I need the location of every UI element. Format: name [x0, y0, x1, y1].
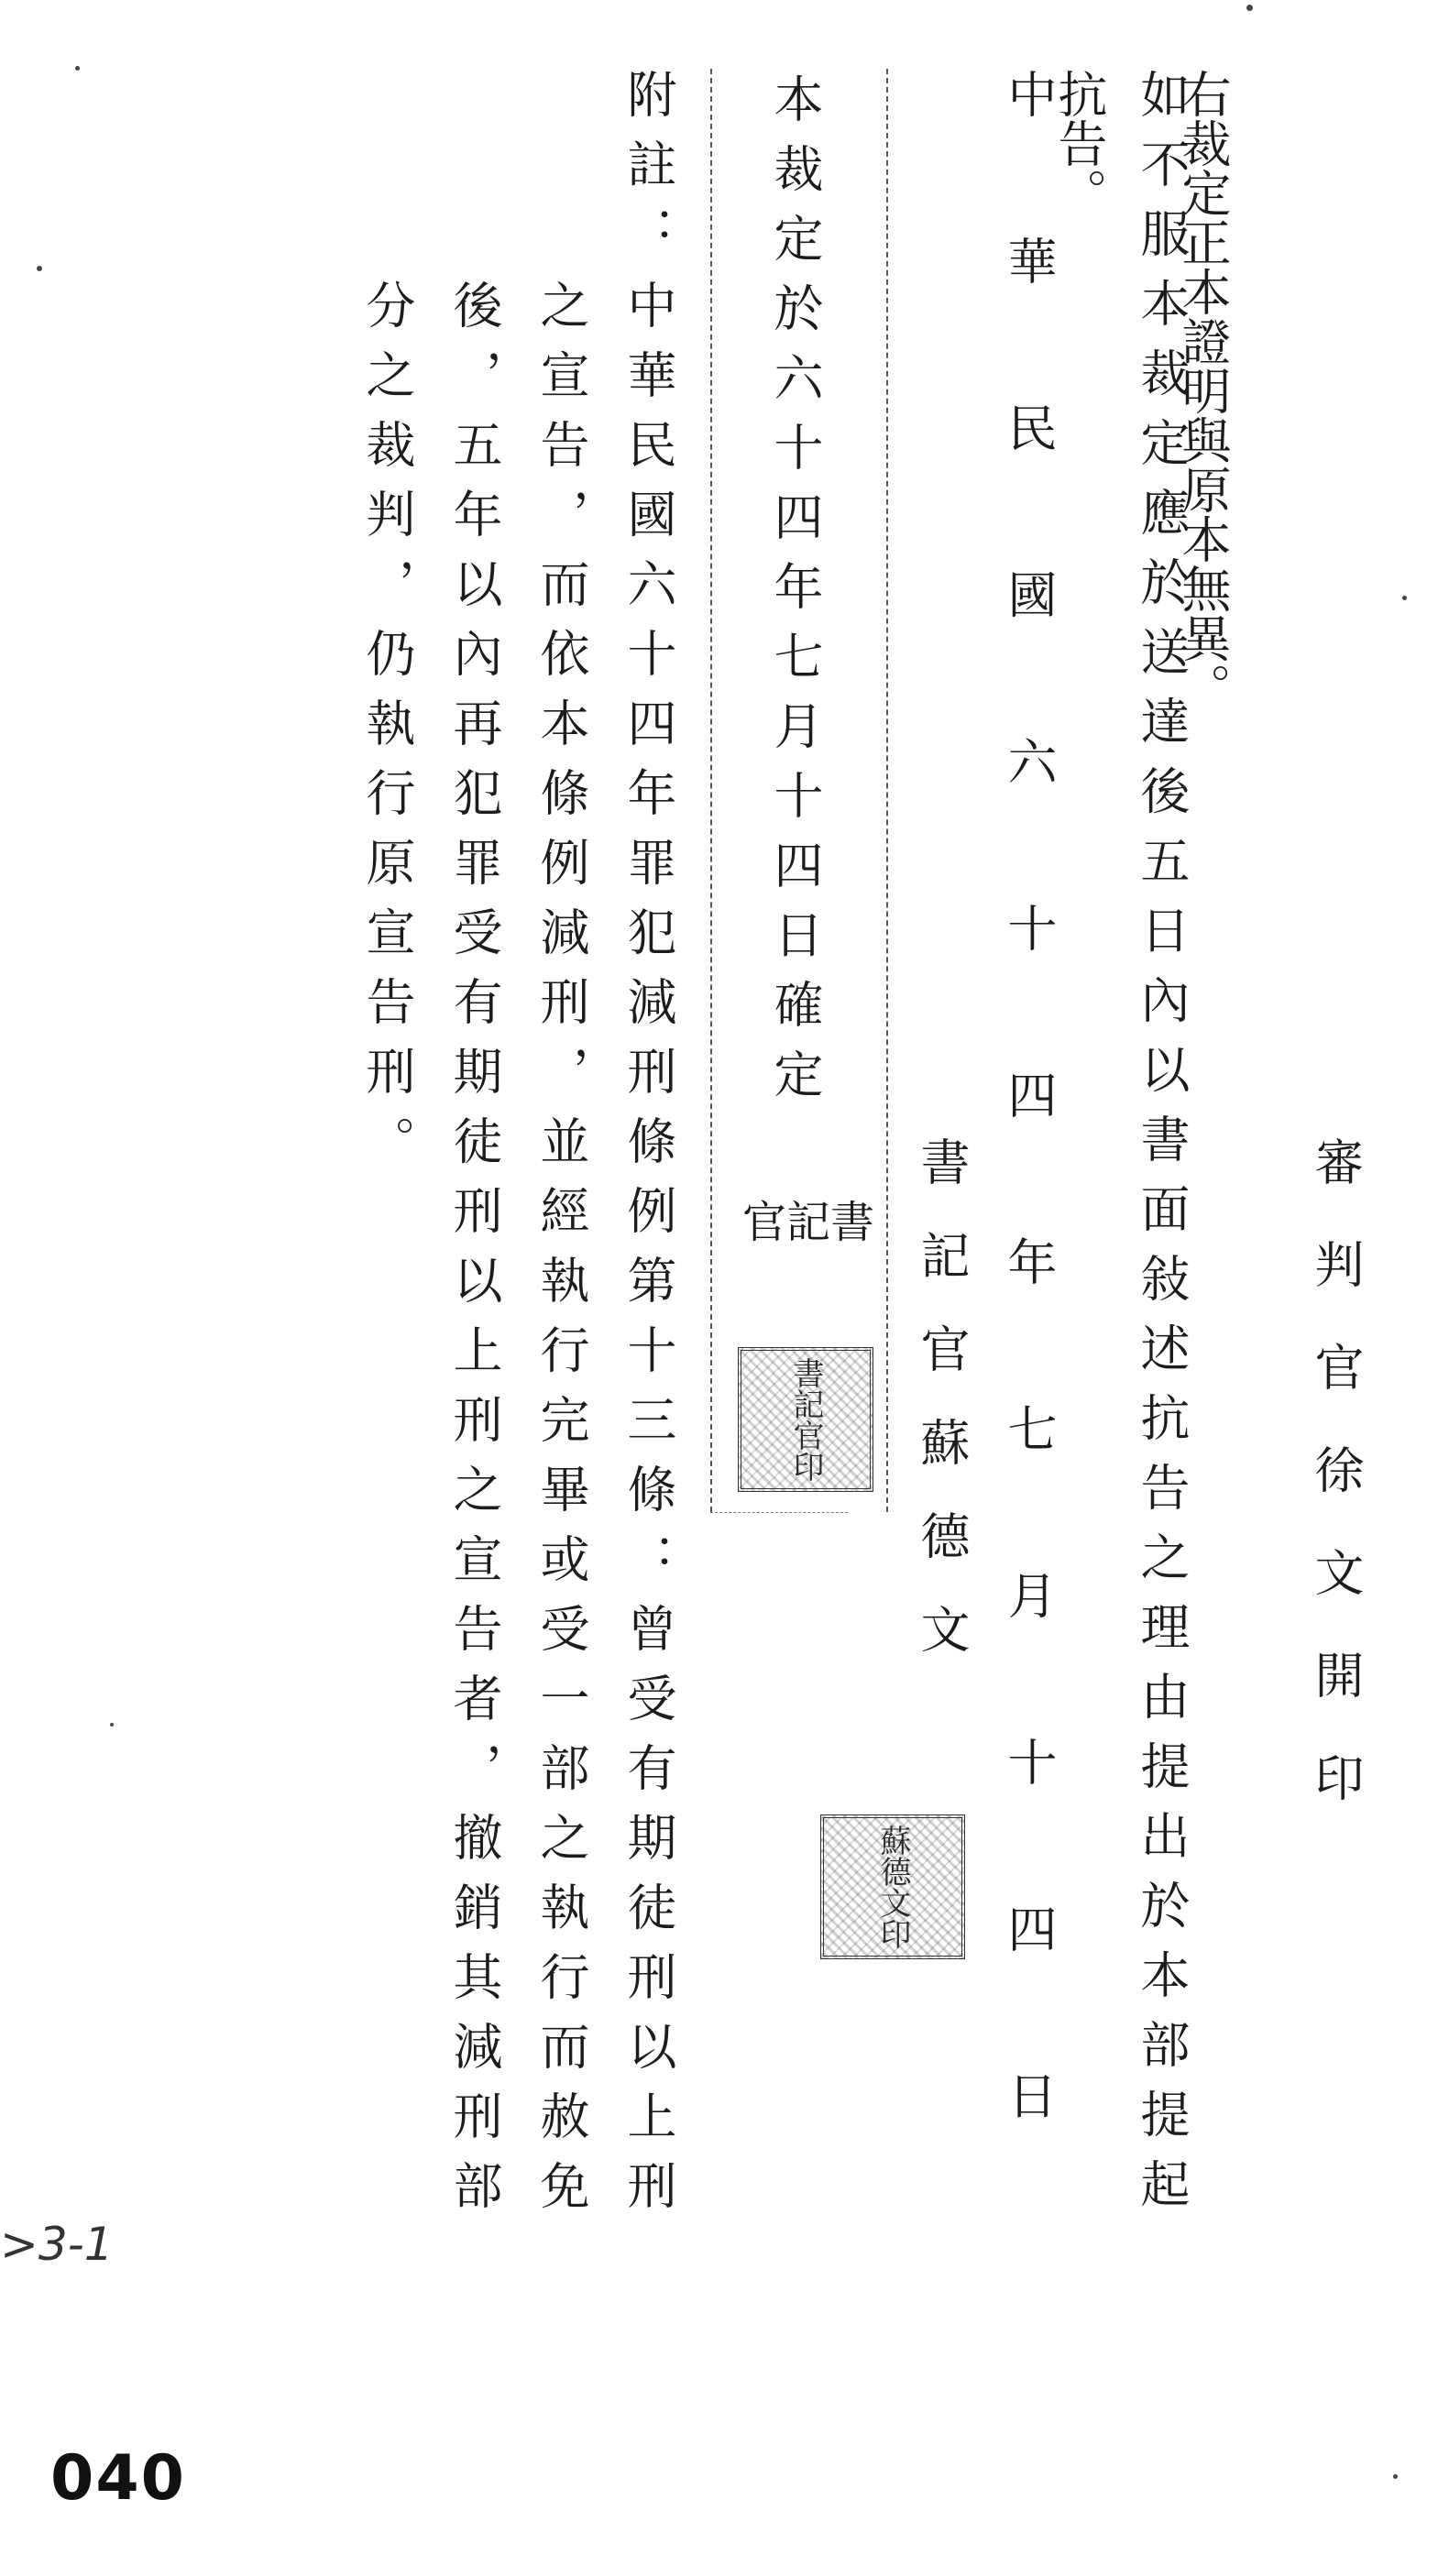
appeal-text-end: 抗告。 [1050, 69, 1108, 217]
scan-speck [1393, 2474, 1398, 2479]
footnote-text-line2: 之宣告，而依本條例減刑，並經執行完畢或受一部之執行而赦免 [532, 280, 590, 2230]
judge-signature: 審判官徐文開印 [1307, 1136, 1365, 1855]
footnote-label: 附註 [620, 69, 677, 208]
clerk-seal-stamp [820, 1814, 965, 1959]
clerk-name: 書記官蘇德文 [913, 1136, 971, 1697]
footnote-text-line4: 分之裁判，仍執行原宣告刑。 [358, 280, 416, 1185]
appeal-instruction-text: 如不服本裁定應於送達後五日內以書面敍述抗告之理由提出於本部提起 [1133, 69, 1191, 2228]
finality-clerk-seal [738, 1347, 873, 1492]
scan-speck [37, 266, 42, 271]
scan-speck [1246, 5, 1253, 11]
finality-stamp-box-bottom [710, 1512, 848, 1513]
finality-seal-text: 書記官印 [787, 1357, 824, 1482]
handwritten-margin-note: >3-1 [0, 2218, 114, 2271]
scan-speck [1402, 596, 1407, 600]
clerk-seal-text: 蘇德文印 [874, 1825, 911, 1949]
footnote-text-line1: 中華民國六十四年罪犯減刑條例第十三條：曾受有期徒刑以上刑 [620, 280, 677, 2230]
page-number: 040 [50, 2442, 186, 2515]
finality-clerk-label: 書記官 [742, 1197, 875, 1248]
footnote-text-line3: 後，五年以內再犯罪受有期徒刑以上刑之宣告者，撤銷其減刑部 [445, 280, 503, 2230]
scan-speck [75, 66, 80, 71]
scan-speck [110, 1723, 114, 1726]
footnote-colon: ： [620, 206, 677, 256]
certification-text: 右裁定正本證明與原本無異。 [1174, 69, 1232, 712]
finality-text: 本裁定於六十四年七月十四日確定 [766, 73, 824, 1118]
decision-date: 中華民國六十四年七月十四日 [1000, 69, 1058, 2237]
